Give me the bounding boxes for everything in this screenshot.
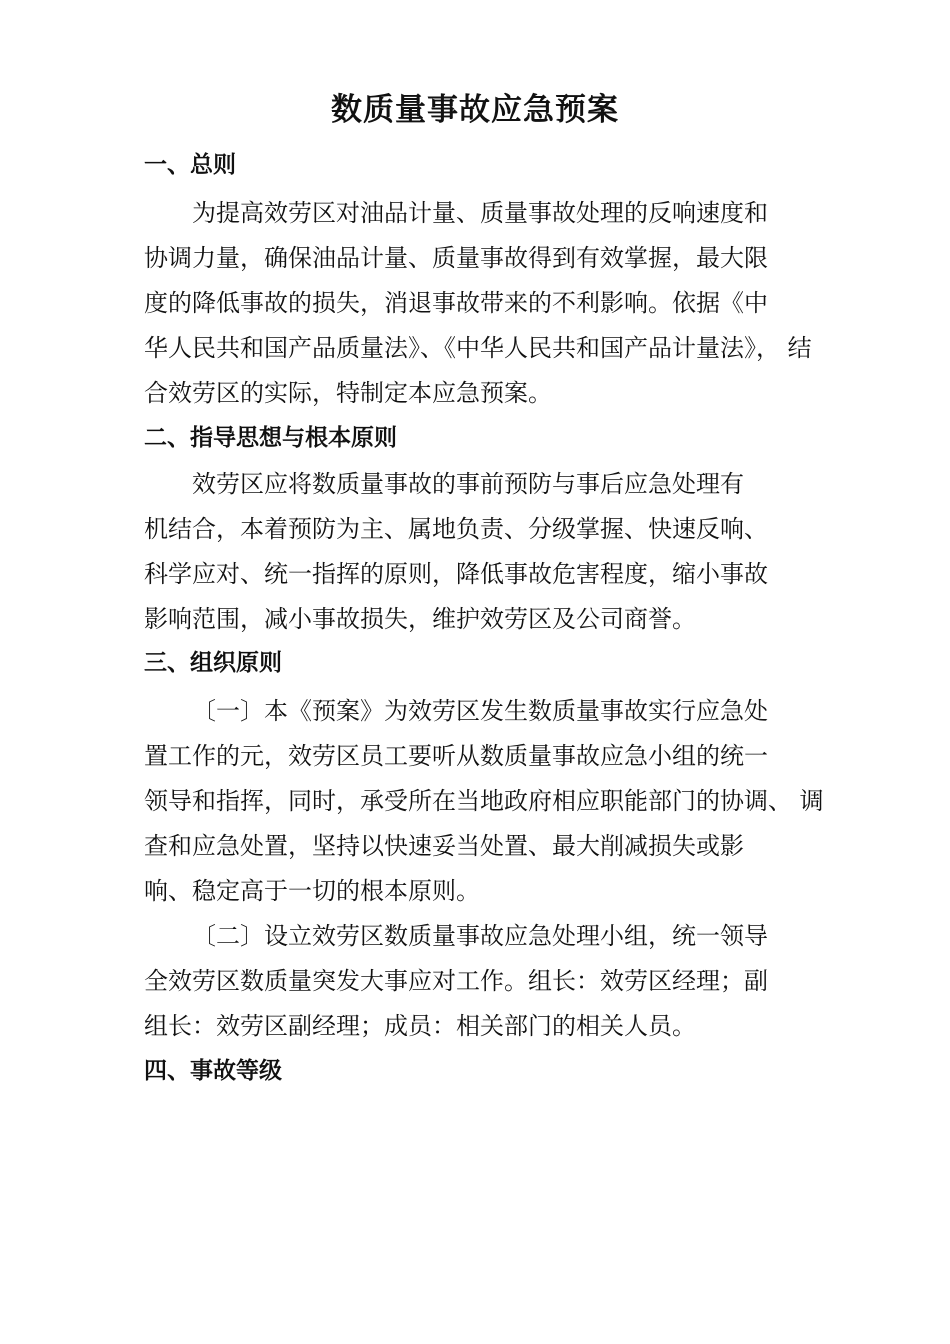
- section-heading-general: 一、总则: [144, 152, 236, 178]
- paragraph-line: 置工作的元，效劳区员工要听从数质量事故应急小组的统一: [144, 742, 768, 770]
- paragraph-line: 为提高效劳区对油品计量、质量事故处理的反响速度和: [192, 199, 768, 227]
- section-heading-incident-levels: 四、事故等级: [144, 1058, 282, 1084]
- paragraph-line: 响、稳定高于一切的根本原则。: [144, 877, 480, 905]
- paragraph-line: 科学应对、统一指挥的原则，降低事故危害程度，缩小事故: [144, 560, 768, 588]
- paragraph-line: 机结合，本着预防为主、属地负责、分级掌握、快速反响、: [144, 515, 768, 543]
- paragraph-line: 华人民共和国产品质量法》、《中华人民共和国产品计量法》， 结: [144, 334, 812, 362]
- paragraph-line: 度的降低事故的损失，消退事故带来的不利影响。依据《中: [144, 289, 768, 317]
- section-heading-organization: 三、组织原则: [144, 650, 282, 676]
- paragraph-line: 全效劳区数质量突发大事应对工作。组长：效劳区经理；副: [144, 967, 768, 995]
- paragraph-line: 合效劳区的实际，特制定本应急预案。: [144, 379, 552, 407]
- paragraph-line: 〔一〕本《预案》为效劳区发生数质量事故实行应急处: [192, 697, 768, 725]
- document-title: 数质量事故应急预案: [331, 92, 619, 128]
- paragraph-line: 组长：效劳区副经理；成员：相关部门的相关人员。: [144, 1012, 696, 1040]
- paragraph-line: 影响范围，减小事故损失，维护效劳区及公司商誉。: [144, 605, 696, 633]
- paragraph-line: 查和应急处置，坚持以快速妥当处置、最大削减损失或影: [144, 832, 744, 860]
- paragraph-line: 〔二〕设立效劳区数质量事故应急处理小组，统一领导: [192, 922, 768, 950]
- section-heading-guiding-principles: 二、指导思想与根本原则: [144, 425, 397, 451]
- paragraph-line: 效劳区应将数质量事故的事前预防与事后应急处理有: [192, 470, 744, 498]
- paragraph-line: 领导和指挥，同时，承受所在当地政府相应职能部门的协调、 调: [144, 787, 824, 815]
- paragraph-line: 协调力量，确保油品计量、质量事故得到有效掌握，最大限: [144, 244, 768, 272]
